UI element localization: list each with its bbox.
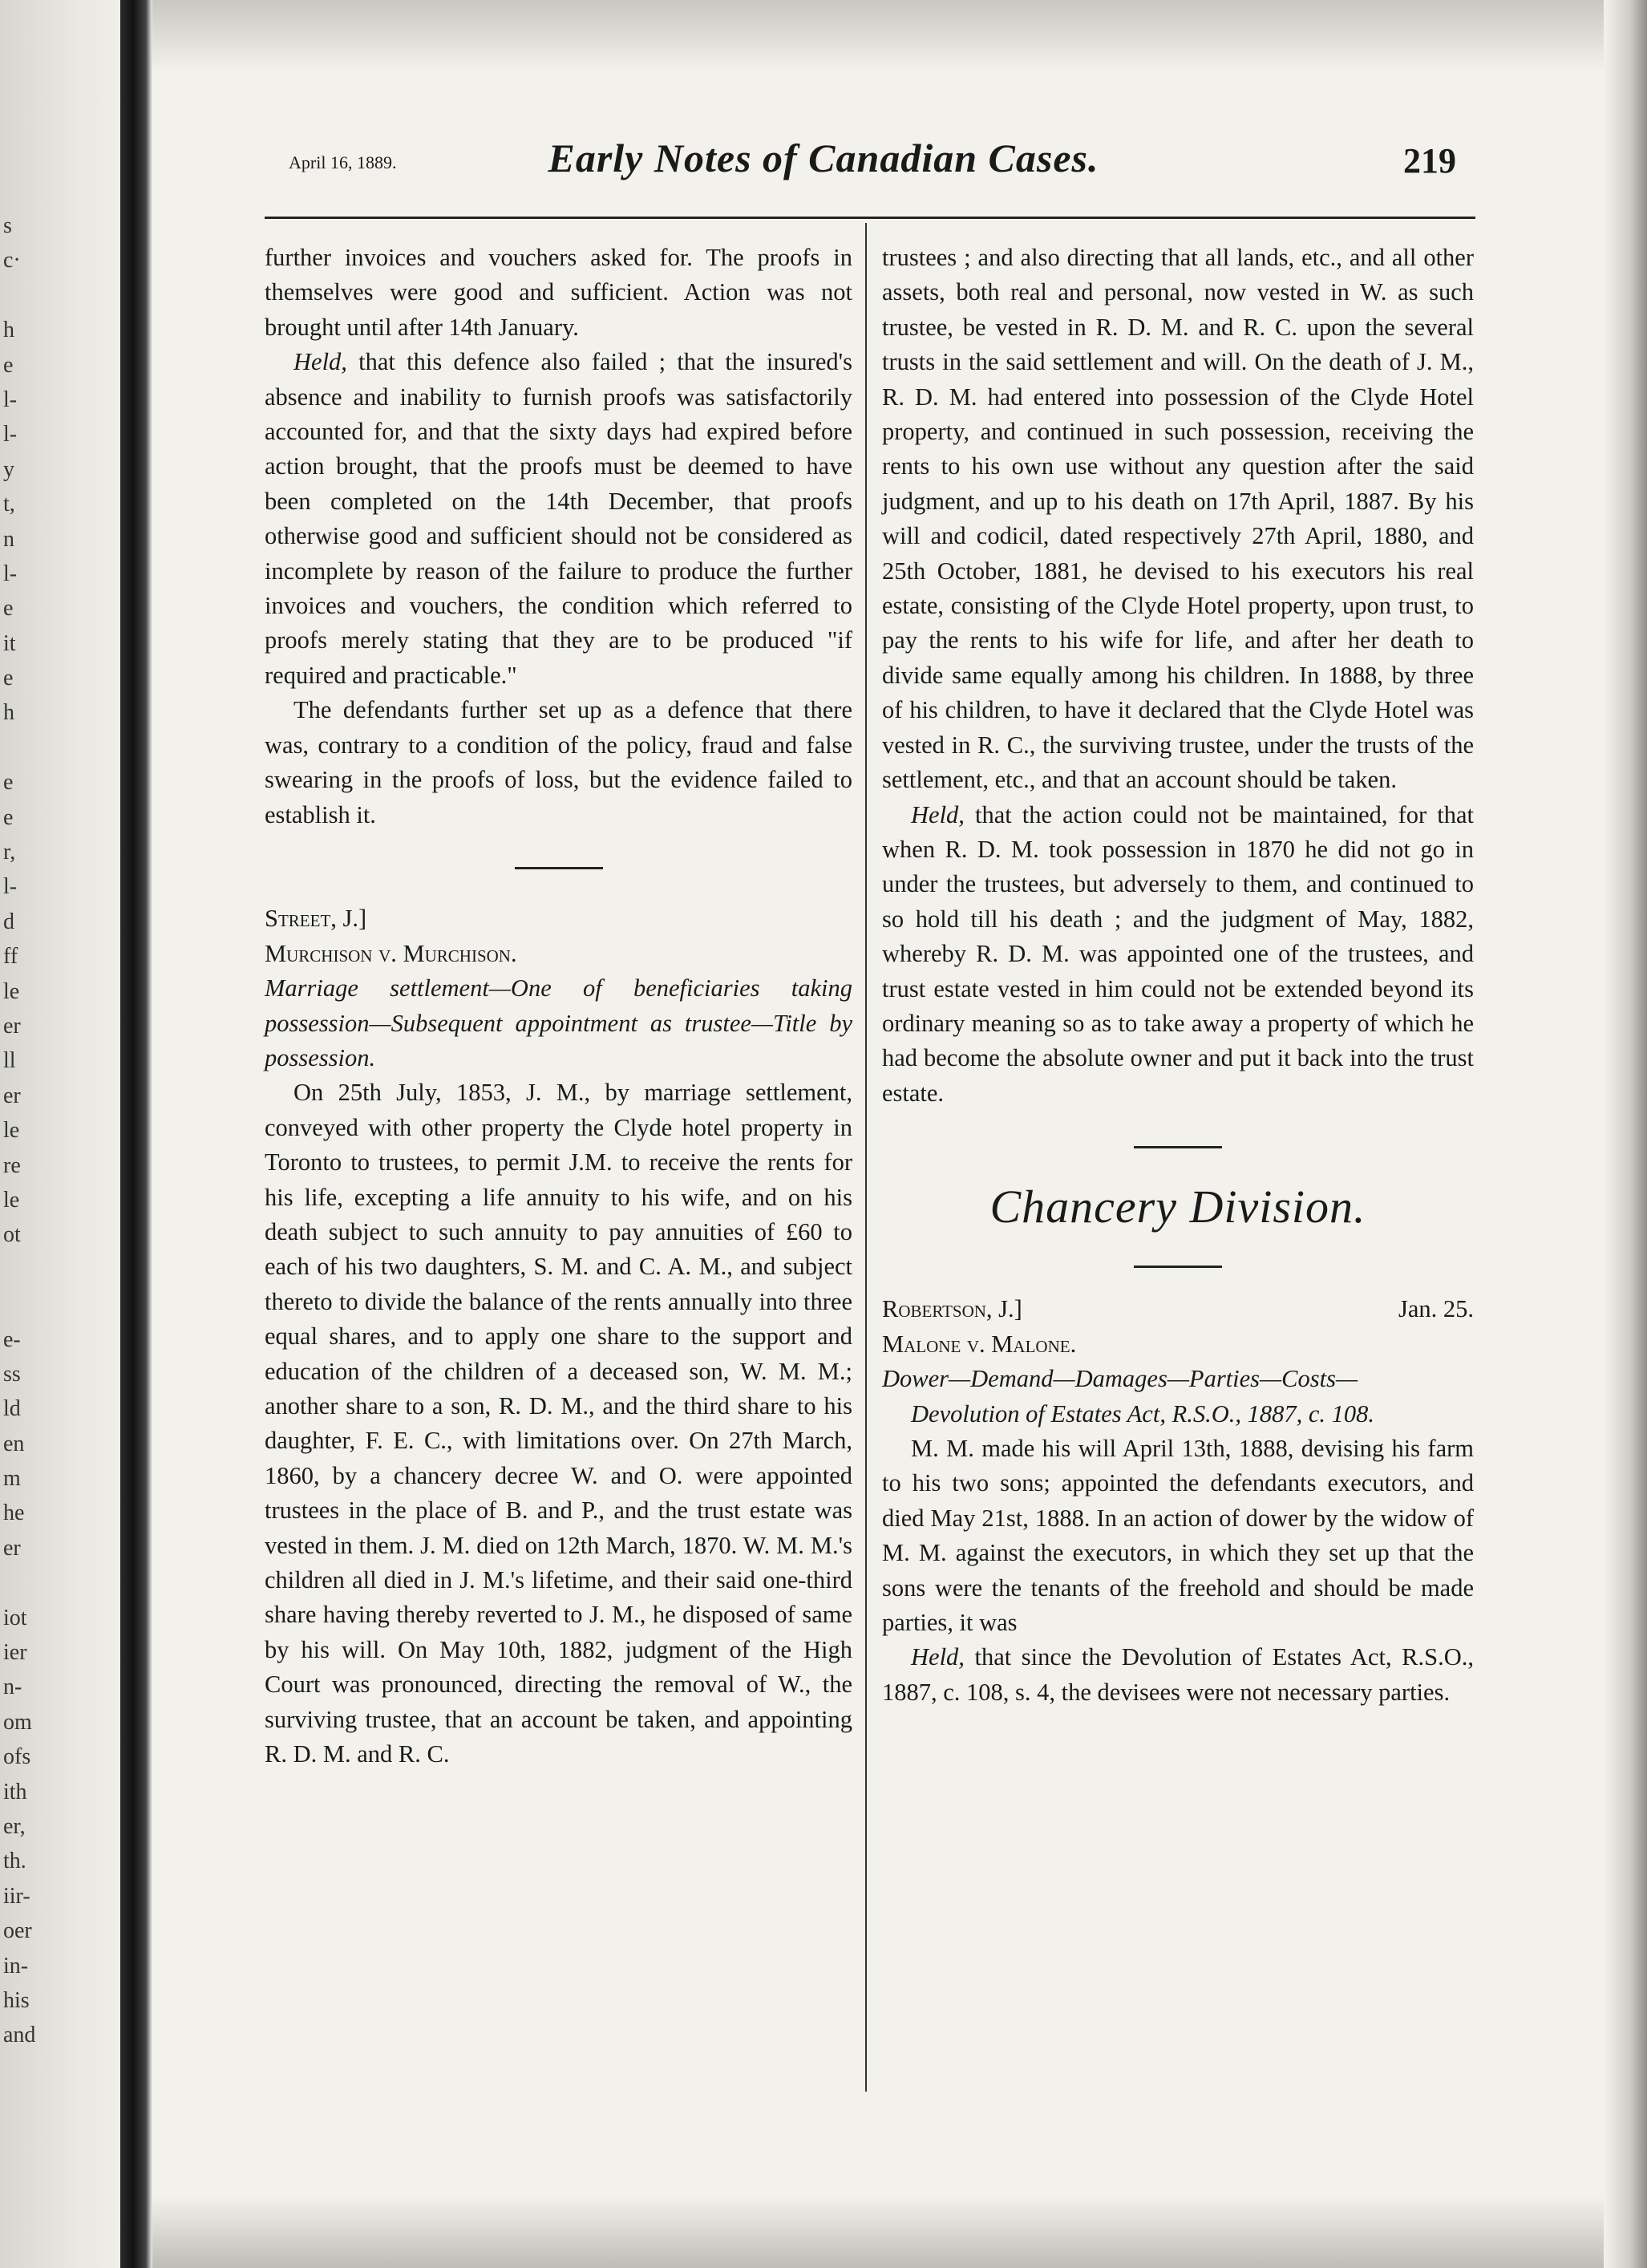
margin-fragment: ll	[3, 1048, 16, 1074]
running-title: Early Notes of Canadian Cases.	[548, 136, 1099, 180]
margin-fragment: l-	[3, 387, 18, 412]
margin-fragment: er	[3, 1535, 21, 1561]
paragraph	[882, 1640, 1474, 1710]
margin-fragment: ofs	[3, 1744, 31, 1770]
margin-fragment: h	[3, 318, 14, 343]
held-lead: Held,	[293, 348, 347, 376]
scan-noise-top	[152, 0, 1604, 72]
page-number: 219	[1403, 141, 1456, 180]
margin-fragment: er	[3, 1083, 21, 1108]
margin-fragment: c·	[3, 248, 21, 273]
margin-fragment: ier	[3, 1640, 27, 1666]
paragraph: further invoices and vouchers asked for. The proofs in themselves were good and sufficient. Action was not brought until after 14th January.	[265, 244, 852, 341]
headnote-continued: Devolution of Estates Act, R.S.O., 1887, c. 108.	[911, 1399, 1375, 1428]
margin-fragment: m	[3, 1466, 21, 1492]
margin-fragment: e-	[3, 1326, 21, 1352]
margin-fragment: n-	[3, 1675, 22, 1700]
margin-fragment: l-	[3, 874, 18, 900]
header-rule	[265, 217, 1475, 219]
case-title: Murchison v. Murchison.	[265, 939, 517, 967]
margin-fragment: he	[3, 1501, 25, 1526]
margin-fragment: t,	[3, 492, 15, 517]
margin-fragment: d	[3, 909, 14, 934]
paragraph	[882, 798, 1474, 1112]
paragraph-text: that since the Devolution of Estates Act, R.S.O., 1887, c. 108, s. 4, the devisees were not necessary parties.	[882, 1643, 1474, 1706]
margin-fragment: ff	[3, 944, 18, 970]
margin-fragment: ld	[3, 1396, 21, 1422]
margin-fragment: h	[3, 700, 14, 726]
court-line	[882, 1292, 1474, 1326]
margin-fragment: om	[3, 1709, 32, 1735]
margin-fragment: th.	[3, 1849, 26, 1874]
margin-fragment: er	[3, 1013, 21, 1039]
held-lead: Held,	[911, 1643, 965, 1671]
paragraph: trustees ; and also directing that all lands, etc., and all other assets, both real and personal, now vested in W. as such trustee, be vested in R. D. M. and R. C. upon the several trusts in the said settlement and will. On the death of J. M., R. D. M. had entered into possession of the Clyde Hotel property, and continued in such possession, receiving the rents to his own use without any question after the said judgment, and up to his death on 17th April, 1887. By his will and codicil, dated respectively 27th April, 1880, and 25th October, 1881, he devised to his executors his real estate, consisting of the Clyde Hotel property, upon trust, to pay the rents to his wife for life, and after her death to divide same equally among his children. In 1888, by three of his children, to have it declared that the Clyde Hotel was vested in R. C., the surviving trustee, under the trusts of the settlement, etc., and that an account should be taken.	[882, 244, 1474, 794]
margin-fragment: iot	[3, 1605, 27, 1630]
margin-fragment: ss	[3, 1361, 21, 1387]
margin-fragment: n	[3, 526, 14, 552]
paragraph-text: that this defence also failed ; that the insured's absence and inability to furnish proofs was satisfactorily accounted for, and that the sixty days had expired before action brought, that the proofs must be deemed to have been completed on the 14th December, that proofs otherwise good and sufficient should not be considered as incomplete by reason of the failure to produce the further invoices and vouchers, the condition which referred to proofs merely stating that they are to be produced "if required and practicable."	[265, 348, 852, 689]
margin-fragment: le	[3, 1187, 20, 1213]
margin-fragment: l-	[3, 561, 18, 586]
margin-fragment: l-	[3, 422, 18, 448]
margin-fragment: re	[3, 1152, 21, 1178]
margin-fragment: it	[3, 630, 16, 656]
margin-fragment: e	[3, 770, 14, 796]
paragraph: M. M. made his will April 13th, 1888, devising his farm to his two sons; appointed the defendants executors, and died May 21st, 1888. In an action of dower by the widow of M. M. against the executors, in which they set up that the sons were the tenants of the freehold and should be made parties, it was	[882, 1434, 1474, 1636]
margin-fragment: iir-	[3, 1883, 30, 1909]
margin-fragment: er,	[3, 1813, 26, 1839]
paragraph: On 25th July, 1853, J. M., by marriage settlement, conveyed with other property the Clyde hotel property in Toronto to trustees, to permit J.M. to receive the rents for his life, excepting a life annuity to his wife, and on his death subject to such annuity to pay annuities of £60 to each of his two daughters, S. M. and C. A. M., and subject thereto to divide the balance of the rents annually into three equal shares, and to apply one share to the support and education of the children of a deceased son, W. M. M.; another share to a son, R. D. M., and the third share to his daughter, F. E. C., with limitations over. On 27th March, 1860, by a chancery decree W. and O. were appointed trustees in the place of B. and P., and the trust estate was vested in them. J. M. died on 12th March, 1870. W. M. M.'s children all died in J. M.'s lifetime, and their said one-third share having thereby reverted to J. M., he disposed of same by his will. On May 10th, 1882, judgment of the High Court was pronounced, directing the removal of W., the surviving trustee, that an account be taken, and appointing R. D. M. and R. C.	[265, 1079, 852, 1768]
book-spine-shadow	[120, 0, 152, 2268]
margin-fragment: ith	[3, 1779, 27, 1804]
scan-noise-bottom	[152, 2196, 1604, 2268]
headnote: Dower—Demand—Damages—Parties—Costs—	[882, 1365, 1358, 1393]
paragraph-text: that the action could not be maintained, for that when R. D. M. took possession in 1870 he did not go in under the trustees, but adversely to them, and continued to so hold till his death ; and the judgment of May, 1882, whereby R. D. M. was appointed one of the trustees, and trust estate vested in him could not be extended beyond its ordinary meaning so as to take away a property of which he had become the absolute owner and put it back into the trust estate.	[882, 800, 1474, 1107]
headnote: Marriage settlement—One of beneficiaries taking possession—Subsequent appointment as trustee—Title by possession.	[265, 974, 852, 1071]
margin-fragment: oer	[3, 1918, 32, 1944]
margin-fragment: in-	[3, 1953, 29, 1978]
facing-page-fragments	[3, 209, 75, 2053]
margin-fragment: e	[3, 596, 14, 622]
held-lead: Held,	[911, 800, 965, 828]
left-column	[265, 241, 852, 1772]
margin-fragment: his	[3, 1987, 30, 2013]
margin-fragment: and	[3, 2023, 36, 2048]
right-column	[882, 241, 1474, 1710]
margin-fragment: r,	[3, 840, 16, 865]
margin-fragment: le	[3, 978, 20, 1004]
case-title: Malone v. Malone.	[882, 1330, 1077, 1358]
paragraph: The defendants further set up as a defence that there was, contrary to a condition of the policy, fraud and false swearing in the proofs of loss, but the evidence failed to establish it.	[265, 696, 852, 828]
margin-fragment: e	[3, 666, 14, 691]
margin-fragment: le	[3, 1118, 20, 1144]
page-edge-right	[1604, 0, 1647, 2268]
margin-fragment: e	[3, 352, 14, 378]
court-judge: Street, J.]	[265, 905, 367, 933]
margin-fragment: en	[3, 1431, 25, 1456]
margin-fragment: ot	[3, 1222, 21, 1248]
court-judge: Robertson, J.]	[882, 1295, 1022, 1323]
case-date: Jan. 25.	[1398, 1295, 1474, 1323]
paragraph	[265, 345, 852, 693]
column-divider	[865, 223, 867, 2092]
margin-fragment: s	[3, 213, 12, 238]
margin-fragment: y	[3, 456, 14, 482]
division-heading: Chancery Division.	[989, 1180, 1366, 1233]
margin-fragment: e	[3, 804, 14, 830]
header-date: April 16, 1889.	[289, 152, 397, 172]
